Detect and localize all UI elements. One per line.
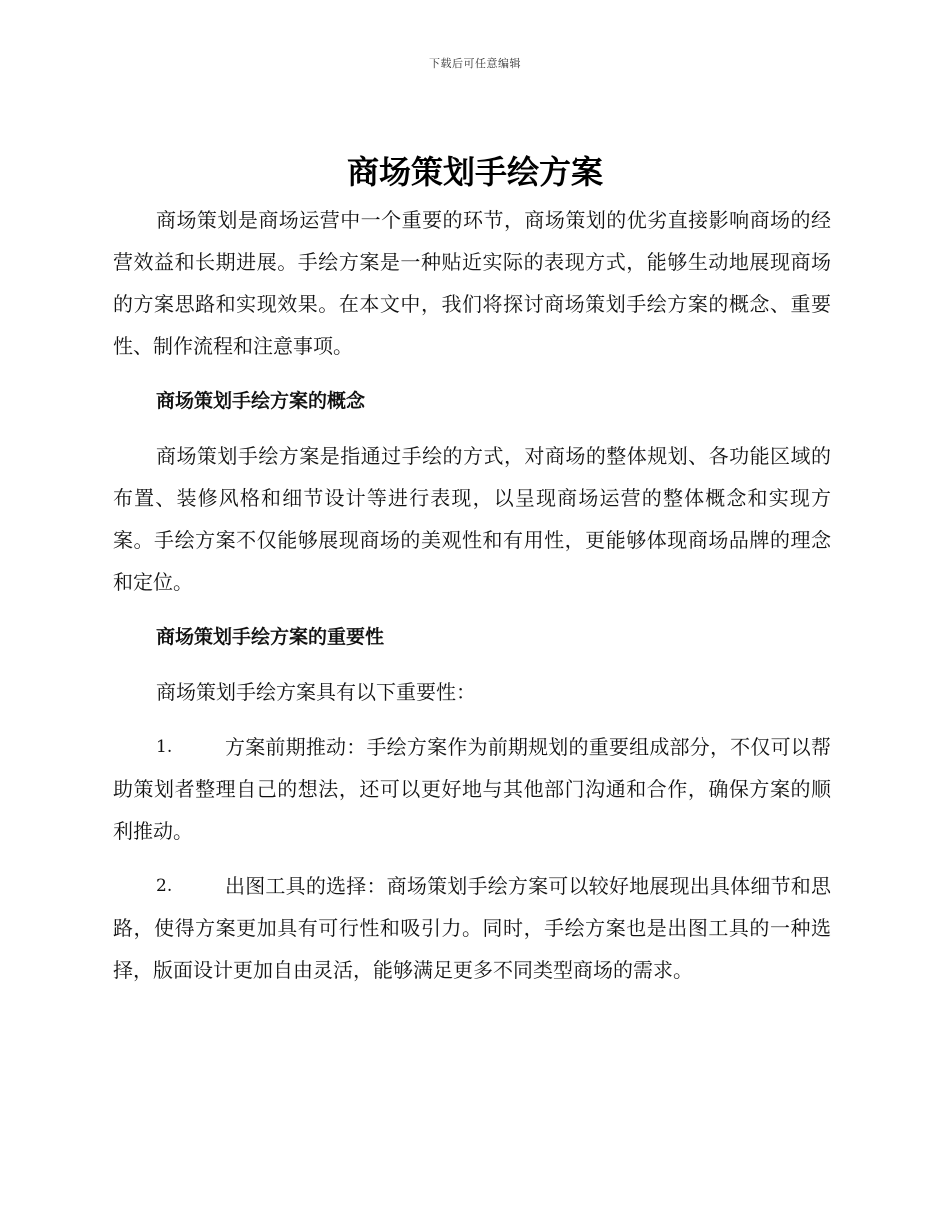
list-item xyxy=(113,726,831,852)
intro-paragraph: 商场策划是商场运营中一个重要的环节，商场策划的优劣直接影响商场的经营效益和长期进展。手绘方案是一种贴近实际的表现方式，能够生动地展现商场的方案思路和实现效果。在本文中，我们将探讨商场策划手绘方案的概念、重要性、制作流程和注意事项。 xyxy=(113,208,831,358)
list-item-number: 1. xyxy=(156,737,173,757)
document-title: 商场策划手绘方案 xyxy=(346,153,603,191)
section-heading-concept: 商场策划手绘方案的概念 xyxy=(156,390,366,412)
section-heading-importance: 商场策划手绘方案的重要性 xyxy=(156,626,385,648)
list-item-text: 方案前期推动：手绘方案作为前期规划的重要组成部分，不仅可以帮助策划者整理自己的想法，还可以更好地与其他部门沟通和合作，确保方案的顺利推动。 xyxy=(113,735,831,843)
list-item-text: 出图工具的选择：商场策划手绘方案可以较好地展现出具体细节和思路，使得方案更加具有可行性和吸引力。同时，手绘方案也是出图工具的一种选择，版面设计更加自由灵活，能够满足更多不同类型商场的需求。 xyxy=(113,874,831,982)
page-header-note: 下载后可任意编辑 xyxy=(429,57,521,70)
list-item xyxy=(113,865,831,991)
document-body xyxy=(113,199,831,991)
list-item-number: 2. xyxy=(156,876,173,896)
importance-intro-paragraph: 商场策划手绘方案具有以下重要性： xyxy=(156,680,476,704)
concept-paragraph: 商场策划手绘方案是指通过手绘的方式，对商场的整体规划、各功能区域的布置、装修风格和细节设计等进行表现，以呈现商场运营的整体概念和实现方案。手绘方案不仅能够展现商场的美观性和有用性，更能够体现商场品牌的理念和定位。 xyxy=(113,444,831,594)
